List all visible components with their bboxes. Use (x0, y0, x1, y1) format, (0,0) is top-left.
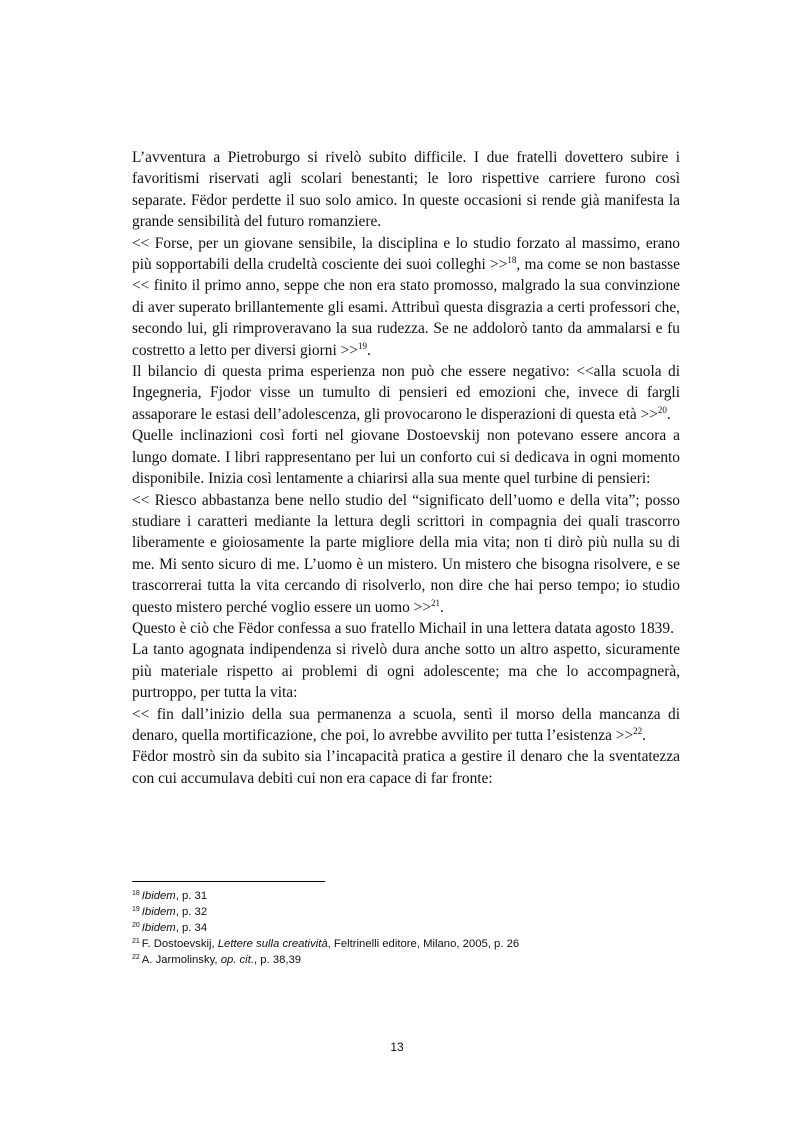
footnote-title: Ibidem (141, 890, 176, 902)
footnote-text: , p. 32 (175, 906, 208, 918)
footnote-separator (132, 881, 325, 882)
footnote-author: F. Dostoevskij, (141, 938, 218, 950)
paragraph (132, 704, 680, 747)
paragraph (132, 361, 680, 425)
footnote-title: op. cit. (220, 954, 254, 966)
paragraph-text: , ma come se non bastasse << finito il primo anno, seppe che non era stato promosso, malgrado la sua convinzione di aver superato brillantemente gli esami. Attribuì questa disgrazia a certi professori che, secondo lui, gli rimproveravano la sua rudezza. Se ne addolorò tanto da ammalarsi e fu costretto a letto per diversi giorni >> (132, 256, 680, 359)
footnote-number: 21 (132, 938, 140, 945)
paragraph-text: Il bilancio di questa prima esperienza non può che essere negativo: <<alla scuola di Ingegneria, Fjodor visse un tumulto di pensieri ed emozioni che, invece di fargli assaporare le estasi dell’adolescenza, gli provocarono le disperazioni di questa età >> (132, 363, 680, 423)
footnote-text: , p. 34 (175, 922, 208, 934)
footnote-ref-22[interactable]: 22 (633, 725, 643, 736)
footnote-author: A. Jarmolinsky, (141, 954, 221, 966)
footnote-text: , p. 38,39 (253, 954, 302, 966)
punctuation: . (666, 405, 671, 423)
paragraph-text: L’avventura a Pietroburgo si rivelò subito difficile. I due fratelli dovettero subire i favoritismi riservati agli scolari benestanti; le loro rispettive carriere furono così separate. Fëdor perdette il suo solo amico. In queste occasioni si rende già manifesta la grande sensibilità del futuro romanziere. (132, 149, 680, 231)
paragraph-text: La tanto agognata indipendenza si rivelò dura anche sotto un altro aspetto, sicuramente più materiale rispetto ai problemi di ogni adolescente; ma che lo accompagnerà, purtroppo, per tutta la vita: (132, 641, 680, 702)
footnote-ref-18[interactable]: 18 (507, 255, 517, 266)
footnote-number: 20 (132, 922, 140, 929)
punctuation: . (642, 726, 646, 744)
punctuation: . (440, 598, 444, 616)
footnote-19 (132, 904, 680, 920)
quote-text: << Riesco abbastanza bene nello studio del “significato dell’uomo e della vita”; posso studiare i caratteri mediante la lettura degli scrittori in compagnia dei quali trascorro liberamente e gioiosamente la parte migliore della mia vita; non ti dirò più nulla su di me. Mi sento sicuro di me. L’uomo è un mistero. Un mistero che bisogna risolvere, e se trascorrerai tutta la vita cercando di risolverlo, non dire che hai perso tempo; io studio questo mistero perché voglio essere un uomo >> (132, 491, 680, 616)
footnote-number: 19 (132, 906, 140, 913)
punctuation: . (366, 341, 371, 359)
paragraph-text: Fëdor mostrò sin da subito sia l’incapacità pratica a gestire il denaro che la sventatezza con cui accumulava debiti cui non era capace di far fronte: (132, 748, 680, 787)
quote-text: << Forse, per un giovane sensibile, la disciplina e lo studio forzato al massimo, erano più sopportabili della crudeltà cosciente dei suoi colleghi >> (132, 234, 680, 274)
footnote-number: 18 (132, 890, 140, 897)
footnote-ref-20[interactable]: 20 (657, 404, 667, 415)
footnote-text: , Feltrinelli editore, Milano, 2005, p. 26 (327, 938, 520, 950)
footnote-ref-19[interactable]: 19 (357, 340, 367, 351)
paragraph (132, 233, 680, 361)
footnote-20 (132, 920, 680, 936)
page-number: 13 (390, 1040, 404, 1054)
paragraph (132, 490, 680, 618)
footnote-22 (132, 952, 680, 968)
body-text (132, 147, 680, 789)
paragraph (132, 147, 680, 233)
quote-text: << fin dall’inizio della sua permanenza a scuola, sentì il morso della mancanza di denaro, quella mortificazione, che poi, lo avrebbe avvilito per tutta l’esistenza >> (132, 705, 680, 744)
footnote-18 (132, 888, 680, 904)
footnote-ref-21[interactable]: 21 (431, 597, 441, 608)
footnote-number: 22 (132, 954, 140, 961)
paragraph-text: Quelle inclinazioni così forti nel giovane Dostoevskij non potevano essere ancora a lungo domate. I libri rappresentano per lui un conforto cui si dedicava in ogni momento disponibile. Inizia così lentamente a chiarirsi alla sua mente quel turbine di pensieri: (132, 427, 680, 488)
paragraph (132, 425, 680, 489)
paragraph (132, 639, 680, 703)
paragraph (132, 618, 680, 639)
footnotes (132, 888, 680, 968)
footnote-title: Ibidem (141, 922, 176, 934)
footnote-text: , p. 31 (175, 890, 208, 902)
footnote-title: Ibidem (141, 906, 176, 918)
paragraph (132, 746, 680, 789)
footnote-21 (132, 936, 680, 952)
footnote-title: Lettere sulla creatività (217, 938, 328, 950)
paragraph-text: Questo è ciò che Fëdor confessa a suo fratello Michail in una lettera datata agosto 1839. (132, 619, 674, 637)
